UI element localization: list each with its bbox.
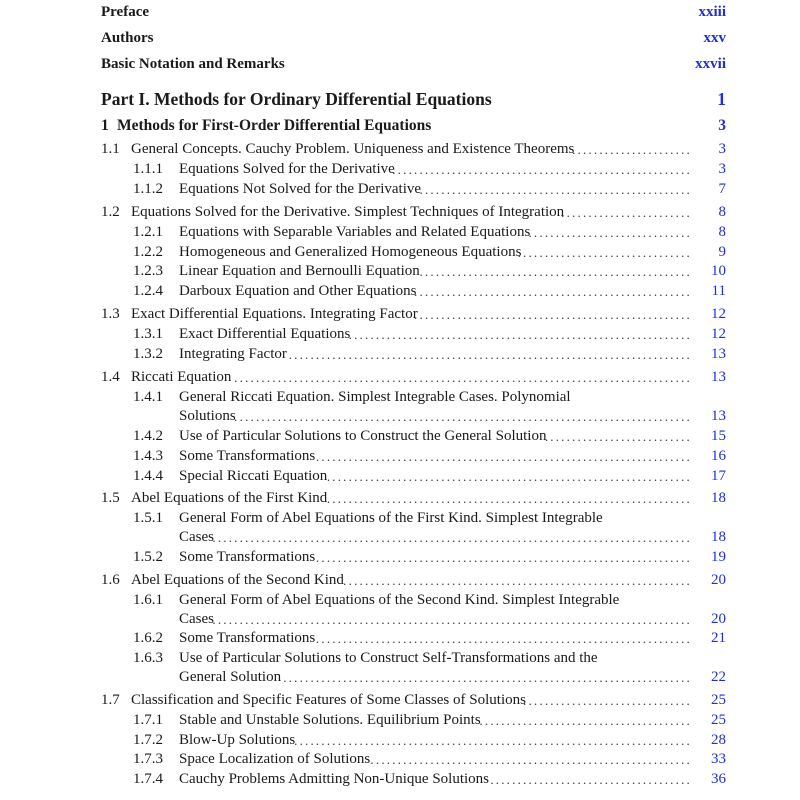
toc-page-link[interactable]: 16 bbox=[711, 448, 726, 464]
dot-leader: ........................................................................................ bbox=[212, 530, 692, 545]
toc-entry-number: 1.5.1 bbox=[133, 510, 163, 526]
toc-entry-number: 1.7 bbox=[101, 692, 120, 708]
toc-entry-title: Darboux Equation and Other Equations bbox=[179, 283, 417, 299]
toc-page-link[interactable]: 9 bbox=[718, 244, 726, 260]
toc-front-entry[interactable] bbox=[0, 2, 800, 22]
toc-entry-number: 1.4.4 bbox=[133, 468, 163, 484]
toc-page-link[interactable]: 28 bbox=[711, 732, 726, 748]
toc-entry-title: General Riccati Equation. Simplest Integrable Cases. Polynomial bbox=[179, 389, 571, 405]
toc-entry-title: Some Transformations bbox=[179, 549, 316, 565]
toc-subsection-entry[interactable] bbox=[0, 508, 800, 528]
toc-page-link[interactable]: xxv bbox=[703, 30, 726, 46]
toc-subsection-entry[interactable] bbox=[0, 281, 800, 301]
toc-page-link[interactable]: 3 bbox=[718, 141, 726, 157]
toc-entry-title: Abel Equations of the First Kind bbox=[131, 490, 328, 506]
toc-entry-title: Use of Particular Solutions to Construct the General Solution bbox=[179, 428, 547, 444]
toc-entry-number: 1.2.4 bbox=[133, 283, 163, 299]
toc-page-link[interactable]: xxvii bbox=[695, 56, 726, 72]
toc-entry-number: 1.1 bbox=[101, 141, 120, 157]
toc-entry-title: Preface bbox=[101, 4, 150, 20]
toc-entry-title: Cases bbox=[179, 529, 214, 545]
toc-entry-number: 1.3.1 bbox=[133, 326, 163, 342]
toc-entry-title: Some Transformations bbox=[179, 448, 316, 464]
toc-entry-title: Stable and Unstable Solutions. Equilibrium Points bbox=[179, 712, 481, 728]
toc-subsection-entry[interactable] bbox=[0, 261, 800, 281]
toc-page-link[interactable]: 25 bbox=[711, 712, 726, 728]
dot-leader: .......................................................................... bbox=[288, 347, 692, 362]
dot-leader: .................................................. bbox=[419, 264, 692, 279]
toc-page-link[interactable]: 20 bbox=[711, 611, 726, 627]
toc-entry-title: Integrating Factor bbox=[179, 346, 287, 362]
toc-entry-number: 1.6.2 bbox=[133, 630, 163, 646]
toc-entry-continuation[interactable] bbox=[0, 527, 800, 547]
toc-subsection-entry[interactable] bbox=[0, 159, 800, 179]
dot-leader: ..................................... bbox=[490, 772, 692, 787]
toc-chapter-heading[interactable] bbox=[0, 116, 800, 136]
toc-chapter-number: 1 bbox=[101, 117, 109, 134]
toc-entry-number: 1.3.2 bbox=[133, 346, 163, 362]
toc-part-title: Part I. Methods for Ordinary Differential Equations bbox=[101, 89, 492, 109]
dot-leader: ........................... bbox=[544, 429, 692, 444]
toc-entry-title: Equations Solved for the Derivative. Simplest Techniques of Integration bbox=[131, 204, 565, 220]
toc-entry-number: 1.3 bbox=[101, 306, 120, 322]
toc-page-link[interactable]: 7 bbox=[718, 181, 726, 197]
toc-entry-title: Classification and Specific Features of Some Classes of Solutions bbox=[131, 692, 526, 708]
toc-entry-title: Equations with Separable Variables and Related Equations bbox=[179, 224, 531, 240]
toc-subsection-entry[interactable] bbox=[0, 426, 800, 446]
toc-page-link[interactable]: 20 bbox=[711, 572, 726, 588]
toc-entry-title: Basic Notation and Remarks bbox=[101, 56, 285, 72]
toc-entry-title: Blow-Up Solutions bbox=[179, 732, 296, 748]
toc-subsection-entry[interactable] bbox=[0, 710, 800, 730]
toc-entry-title: Solutions bbox=[179, 408, 236, 424]
toc-entry-number: 1.7.1 bbox=[133, 712, 163, 728]
toc-subsection-entry[interactable] bbox=[0, 730, 800, 750]
toc-page-link[interactable]: 19 bbox=[711, 549, 726, 565]
toc-section-entry[interactable] bbox=[0, 139, 800, 159]
toc-entry-number: 1.2 bbox=[101, 204, 120, 220]
toc-entry-title: Exact Differential Equations bbox=[179, 326, 351, 342]
toc-page-link[interactable]: xxiii bbox=[698, 4, 726, 20]
toc-subsection-entry[interactable] bbox=[0, 769, 800, 789]
toc-subsection-entry[interactable] bbox=[0, 222, 800, 242]
toc-subsection-entry[interactable] bbox=[0, 628, 800, 648]
toc-front-entry[interactable] bbox=[0, 28, 800, 48]
toc-entry-number: 1.6.1 bbox=[133, 592, 163, 608]
toc-subsection-entry[interactable] bbox=[0, 648, 800, 668]
dot-leader: ................................................... bbox=[414, 284, 692, 299]
toc-entry-title: Cases bbox=[179, 611, 214, 627]
toc-page-link[interactable]: 15 bbox=[711, 428, 726, 444]
toc-subsection-entry[interactable] bbox=[0, 749, 800, 769]
toc-subsection-entry[interactable] bbox=[0, 590, 800, 610]
dot-leader: ............................... bbox=[523, 693, 692, 708]
toc-page-link[interactable]: 3 bbox=[718, 161, 726, 177]
toc-page-link[interactable]: 36 bbox=[711, 771, 726, 787]
toc-entry-number: 1.6 bbox=[101, 572, 120, 588]
toc-entry-number: 1.4.2 bbox=[133, 428, 163, 444]
toc-entry-title: Some Transformations bbox=[179, 630, 316, 646]
toc-section-entry[interactable] bbox=[0, 690, 800, 710]
toc-entry-title: Linear Equation and Bernoulli Equation bbox=[179, 263, 420, 279]
toc-page-link[interactable]: 13 bbox=[711, 408, 726, 424]
toc-entry-title: General Form of Abel Equations of the Second Kind. Simplest Integrable bbox=[179, 592, 620, 608]
toc-page-link[interactable]: 3 bbox=[718, 117, 726, 134]
toc-entry-title: General Concepts. Cauchy Problem. Uniqueness and Existence Theorems bbox=[131, 141, 575, 157]
dot-leader: ....................................... bbox=[479, 713, 692, 728]
toc-page-link[interactable]: 8 bbox=[718, 224, 726, 240]
toc-entry-number: 1.1.1 bbox=[133, 161, 163, 177]
toc-page-link[interactable]: 17 bbox=[711, 468, 726, 484]
dot-leader: ..................................................................... bbox=[315, 550, 692, 565]
dot-leader: ................................................................ bbox=[343, 573, 692, 588]
toc-section-entry[interactable] bbox=[0, 304, 800, 324]
dot-leader: ................................ bbox=[517, 245, 692, 260]
toc-subsection-entry[interactable] bbox=[0, 324, 800, 344]
toc-entry-number: 1.4.3 bbox=[133, 448, 163, 464]
toc-entry-title: Exact Differential Equations. Integrating Factor bbox=[131, 306, 418, 322]
dot-leader: ........................................................... bbox=[370, 752, 692, 767]
dot-leader: ........................ bbox=[561, 205, 692, 220]
toc-section-entry[interactable] bbox=[0, 367, 800, 387]
toc-section-entry[interactable] bbox=[0, 202, 800, 222]
toc-entry-number: 1.4.1 bbox=[133, 389, 163, 405]
toc-part-heading[interactable] bbox=[0, 88, 800, 112]
toc-subsection-entry[interactable] bbox=[0, 344, 800, 364]
toc-entry-number: 1.6.3 bbox=[133, 650, 163, 666]
dot-leader: ................................................... bbox=[414, 307, 692, 322]
toc-entry-title: Special Riccati Equation bbox=[179, 468, 328, 484]
toc-subsection-entry[interactable] bbox=[0, 466, 800, 486]
toc-entry-number: 1.2.1 bbox=[133, 224, 163, 240]
toc-entry-number: 1.2.2 bbox=[133, 244, 163, 260]
dot-leader: ..................................................................... bbox=[315, 449, 692, 464]
dot-leader: .................................................................................... bbox=[234, 370, 692, 385]
toc-page-link[interactable]: 8 bbox=[718, 204, 726, 220]
dot-leader: ................................................................... bbox=[326, 469, 692, 484]
toc-section-entry[interactable] bbox=[0, 570, 800, 590]
toc-page-link[interactable]: 1 bbox=[717, 89, 726, 109]
dot-leader: .................................................................................... bbox=[234, 409, 692, 424]
toc-subsection-entry[interactable] bbox=[0, 446, 800, 466]
toc-page-link[interactable]: 13 bbox=[711, 369, 726, 385]
toc-entry-title: Homogeneous and Generalized Homogeneous Equations bbox=[179, 244, 522, 260]
toc-entry-number: 1.7.4 bbox=[133, 771, 163, 787]
toc-page-link[interactable]: 18 bbox=[711, 490, 726, 506]
toc-entry-title: Cauchy Problems Admitting Non-Unique Solutions bbox=[179, 771, 489, 787]
toc-entry-continuation[interactable] bbox=[0, 667, 800, 687]
dot-leader: ....................................................... bbox=[392, 162, 692, 177]
dot-leader: ................................................................... bbox=[326, 491, 692, 506]
toc-entry-continuation[interactable] bbox=[0, 406, 800, 426]
toc-page-link[interactable]: 21 bbox=[711, 630, 726, 646]
toc-entry-title: General Form of Abel Equations of the First Kind. Simplest Integrable bbox=[179, 510, 603, 526]
toc-entry-number: 1.2.3 bbox=[133, 263, 163, 279]
toc-page-link[interactable]: 10 bbox=[711, 263, 726, 279]
toc-subsection-entry[interactable] bbox=[0, 179, 800, 199]
toc-entry-title: Use of Particular Solutions to Construct Self-Transformations and the bbox=[179, 650, 598, 666]
toc-subsection-entry[interactable] bbox=[0, 242, 800, 262]
toc-entry-title: Abel Equations of the Second Kind bbox=[131, 572, 344, 588]
toc-entry-number: 1.7.2 bbox=[133, 732, 163, 748]
toc-page-link[interactable]: 25 bbox=[711, 692, 726, 708]
toc-entry-number: 1.5 bbox=[101, 490, 120, 506]
dot-leader: ........................................................................................ bbox=[212, 612, 692, 627]
dot-leader: ......................................................................... bbox=[294, 733, 692, 748]
toc-entry-number: 1.1.2 bbox=[133, 181, 163, 197]
toc-page-link[interactable]: 22 bbox=[711, 669, 726, 685]
toc-front-entry[interactable] bbox=[0, 54, 800, 74]
toc-page-link[interactable]: 13 bbox=[711, 346, 726, 362]
dot-leader: ...................... bbox=[572, 142, 692, 157]
dot-leader: ........................................................................... bbox=[283, 670, 692, 685]
dot-leader: .................................................. bbox=[419, 182, 692, 197]
toc-entry-continuation[interactable] bbox=[0, 609, 800, 629]
toc-page-link[interactable]: 12 bbox=[711, 326, 726, 342]
toc-entry-title: Riccati Equation bbox=[131, 369, 232, 385]
toc-entry-title: General Solution bbox=[179, 669, 282, 685]
toc-entry-number: 1.4 bbox=[101, 369, 120, 385]
toc-entry-title: Authors bbox=[101, 30, 154, 46]
toc-page-link[interactable]: 11 bbox=[711, 283, 726, 299]
dot-leader: ..................................................................... bbox=[315, 631, 692, 646]
dot-leader: ............................................................... bbox=[348, 327, 692, 342]
toc-entry-number: 1.5.2 bbox=[133, 549, 163, 565]
toc-entry-title: Equations Not Solved for the Derivative bbox=[179, 181, 422, 197]
toc-subsection-entry[interactable] bbox=[0, 387, 800, 407]
toc-entry-number: 1.7.3 bbox=[133, 751, 163, 767]
toc-page-link[interactable]: 18 bbox=[711, 529, 726, 545]
dot-leader: .............................. bbox=[528, 225, 692, 240]
toc-page-link[interactable]: 33 bbox=[711, 751, 726, 767]
toc-page-link[interactable]: 12 bbox=[711, 306, 726, 322]
toc-entry-title: Space Localization of Solutions bbox=[179, 751, 371, 767]
toc-entry-title: Equations Solved for the Derivative bbox=[179, 161, 395, 177]
toc-section-entry[interactable] bbox=[0, 488, 800, 508]
toc-chapter-title: Methods for First-Order Differential Equations bbox=[117, 117, 432, 134]
toc-subsection-entry[interactable] bbox=[0, 547, 800, 567]
